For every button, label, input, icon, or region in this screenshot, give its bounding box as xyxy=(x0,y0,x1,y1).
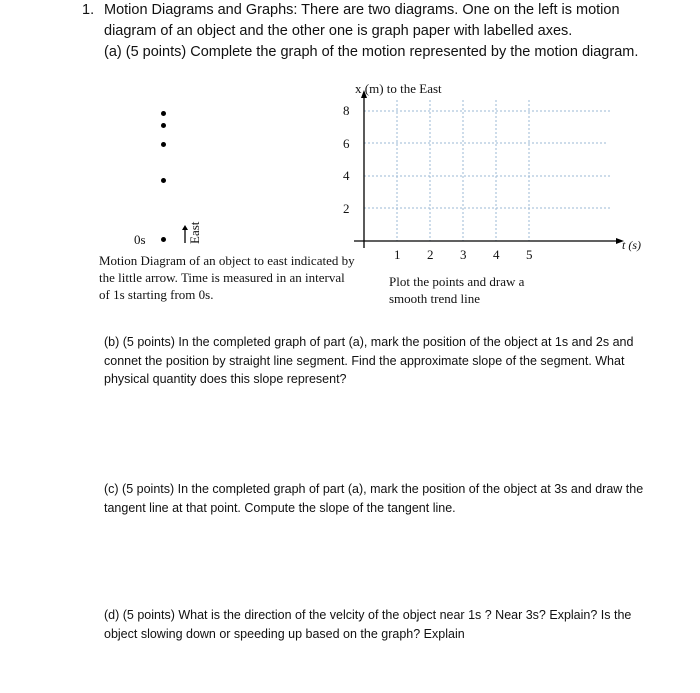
x-axis-label: t (s) xyxy=(622,238,641,252)
part-c-text: (c) (5 points) In the completed graph of part (a), mark the position of the object at 3s and draw the tangent line at that point. Compute the slope of the tangent line. xyxy=(104,482,644,515)
part-d-text: (d) (5 points) What is the direction of the velcity of the object near 1s ? Near 3s? Explain? Is the object slowing down or speeding up based on the graph? Explain xyxy=(104,608,632,641)
question-intro: Motion Diagrams and Graphs: There are two diagrams. One on the left is motion diagram of an object and the other one is graph paper with labelled axes. xyxy=(104,2,620,39)
y-tick-6: 6 xyxy=(343,136,350,151)
graph-caption: Plot the points and draw a smooth trend line xyxy=(389,274,525,306)
x-tick-5: 5 xyxy=(526,247,533,262)
y-tick-4: 4 xyxy=(343,168,350,183)
y-axis-label: x (m) to the East xyxy=(355,81,442,96)
motion-diagram-caption: Motion Diagram of an object to east indicated by the little arrow. Time is measured in an interval of 1s starting from 0s. xyxy=(99,253,355,302)
part-a-text: (a) (5 points) Complete the graph of the motion represented by the motion diagram. xyxy=(104,44,639,60)
x-tick-4: 4 xyxy=(493,247,500,262)
x-tick-1: 1 xyxy=(394,247,401,262)
x-tick-2: 2 xyxy=(427,247,434,262)
graph-paper xyxy=(330,88,630,268)
y-tick-2: 2 xyxy=(343,201,350,216)
y-tick-8: 8 xyxy=(343,103,350,118)
motion-dot xyxy=(161,178,166,183)
question-number: 1. xyxy=(82,2,95,18)
start-time-label: 0s xyxy=(134,232,146,247)
motion-dot xyxy=(161,142,166,147)
x-tick-3: 3 xyxy=(460,247,467,262)
east-label: East xyxy=(187,221,202,244)
motion-dot xyxy=(161,111,166,116)
motion-dot xyxy=(161,123,166,128)
part-b-text: (b) (5 points) In the completed graph of part (a), mark the position of the object at 1s and 2s and connet the position by straight line segment. Find the approximate slope of the segment. What physical quantity does this slope represent? xyxy=(104,335,634,386)
motion-dot xyxy=(161,237,166,242)
